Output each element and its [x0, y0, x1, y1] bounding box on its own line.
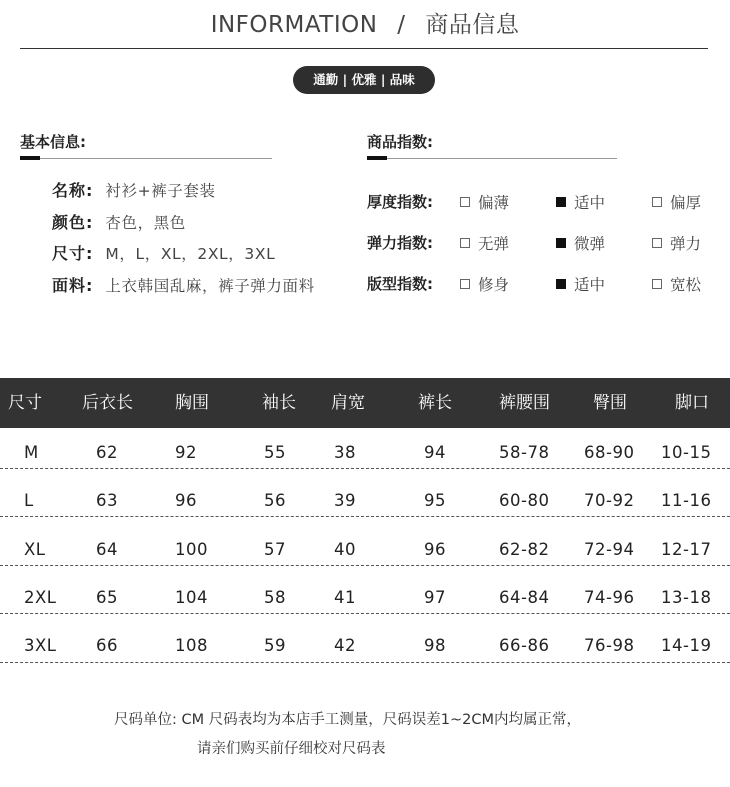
info-label: 颜色: — [52, 213, 94, 232]
info-value: M，L，XL，2XL，3XL — [105, 245, 276, 263]
row-divider — [0, 662, 730, 663]
table-cell: 58-78 — [499, 443, 550, 462]
info-label: 尺寸: — [52, 244, 94, 263]
option-stretch: 弹力 — [652, 232, 701, 254]
checked-box-icon — [556, 197, 566, 207]
index-rule — [367, 158, 617, 159]
table-cell: 11-16 — [661, 491, 712, 510]
style-badge: 通勤 | 优雅 | 品味 — [293, 66, 435, 94]
index-marker — [367, 156, 387, 160]
info-value: 衬衫+裤子套装 — [105, 182, 216, 200]
row-divider — [0, 516, 730, 517]
col-header-hip: 臀围 — [593, 393, 627, 413]
table-cell: 68-90 — [584, 443, 635, 462]
info-value: 杏色，黑色 — [105, 214, 186, 232]
col-header-sleeve: 袖长 — [262, 393, 296, 413]
table-cell: 39 — [334, 491, 356, 510]
basic-info-rule — [20, 158, 272, 159]
option-thin: 偏薄 — [460, 191, 509, 213]
checkbox-icon — [652, 279, 662, 289]
table-cell: 65 — [96, 588, 118, 607]
table-cell: 38 — [334, 443, 356, 462]
info-row-name — [52, 178, 216, 201]
table-cell: 96 — [424, 540, 446, 559]
footer-note-line1: 尺码单位: CM 尺码表均为本店手工测量，尺码误差1~2CM内均属正常， — [114, 712, 581, 728]
option-slim: 修身 — [460, 273, 509, 295]
table-cell: 64-84 — [499, 588, 550, 607]
col-header-pant-length: 裤长 — [418, 393, 452, 413]
table-cell: 40 — [334, 540, 356, 559]
table-cell: 3XL — [24, 636, 57, 655]
info-label: 名称: — [52, 181, 94, 200]
table-cell: 62 — [96, 443, 118, 462]
title-separator: / — [397, 12, 406, 38]
table-cell: 104 — [175, 588, 208, 607]
table-cell: 66 — [96, 636, 118, 655]
table-cell: 57 — [264, 540, 286, 559]
table-cell: 62-82 — [499, 540, 550, 559]
table-cell: 100 — [175, 540, 208, 559]
table-cell: 42 — [334, 636, 356, 655]
option-no-stretch: 无弹 — [460, 232, 509, 254]
option-thick: 偏厚 — [652, 191, 701, 213]
col-header-shoulder: 肩宽 — [331, 393, 365, 413]
option-slight-stretch: 微弹 — [556, 232, 605, 254]
footer-note-line2: 请亲们购买前仔细校对尺码表 — [197, 741, 386, 757]
option-medium: 适中 — [556, 191, 605, 213]
table-cell: 2XL — [24, 588, 57, 607]
info-row-fabric — [52, 273, 315, 296]
row-divider — [0, 565, 730, 566]
title-cn: 商品信息 — [425, 12, 520, 38]
col-header-size: 尺寸 — [8, 393, 42, 413]
basic-info-title: 基本信息: — [20, 133, 86, 151]
table-cell: 10-15 — [661, 443, 712, 462]
row-divider — [0, 468, 730, 469]
table-cell: 56 — [264, 491, 286, 510]
table-cell: XL — [24, 540, 46, 559]
table-cell: 74-96 — [584, 588, 635, 607]
table-cell: 63 — [96, 491, 118, 510]
col-header-back-length: 后衣长 — [82, 393, 133, 413]
index-title: 商品指数: — [367, 133, 433, 151]
row-divider — [0, 613, 730, 614]
header-divider — [20, 48, 708, 49]
table-cell: 12-17 — [661, 540, 712, 559]
table-cell: 94 — [424, 443, 446, 462]
checked-box-icon — [556, 238, 566, 248]
table-cell: 41 — [334, 588, 356, 607]
table-cell: 98 — [424, 636, 446, 655]
size-table-header — [0, 378, 730, 428]
table-cell: 70-92 — [584, 491, 635, 510]
table-cell: 64 — [96, 540, 118, 559]
table-cell: 66-86 — [499, 636, 550, 655]
col-header-waist: 裤腰围 — [499, 393, 550, 413]
table-cell: 72-94 — [584, 540, 635, 559]
info-row-color — [52, 210, 186, 233]
table-cell: 97 — [424, 588, 446, 607]
table-cell: 92 — [175, 443, 197, 462]
checkbox-icon — [652, 238, 662, 248]
table-cell: 58 — [264, 588, 286, 607]
table-cell: 13-18 — [661, 588, 712, 607]
info-label: 面料: — [52, 276, 94, 295]
col-header-hem: 脚口 — [675, 393, 709, 413]
index-label-fit: 版型指数: — [367, 275, 433, 293]
table-cell: 108 — [175, 636, 208, 655]
table-cell: 96 — [175, 491, 197, 510]
info-row-size — [52, 241, 275, 264]
info-value: 上衣韩国乱麻，裤子弹力面料 — [105, 277, 315, 295]
title-en: INFORMATION — [210, 12, 378, 38]
page-title — [0, 6, 730, 39]
table-cell: 59 — [264, 636, 286, 655]
table-cell: 55 — [264, 443, 286, 462]
table-cell: 95 — [424, 491, 446, 510]
col-header-chest: 胸围 — [175, 393, 209, 413]
index-label-thickness: 厚度指数: — [367, 193, 433, 211]
checkbox-icon — [460, 279, 470, 289]
index-label-elasticity: 弹力指数: — [367, 234, 433, 252]
checkbox-icon — [460, 238, 470, 248]
checkbox-icon — [460, 197, 470, 207]
option-loose: 宽松 — [652, 273, 701, 295]
table-cell: 76-98 — [584, 636, 635, 655]
table-cell: 60-80 — [499, 491, 550, 510]
table-cell: L — [24, 491, 34, 510]
checked-box-icon — [556, 279, 566, 289]
table-cell: M — [24, 443, 39, 462]
option-regular: 适中 — [556, 273, 605, 295]
basic-info-marker — [20, 156, 40, 160]
table-cell: 14-19 — [661, 636, 712, 655]
checkbox-icon — [652, 197, 662, 207]
